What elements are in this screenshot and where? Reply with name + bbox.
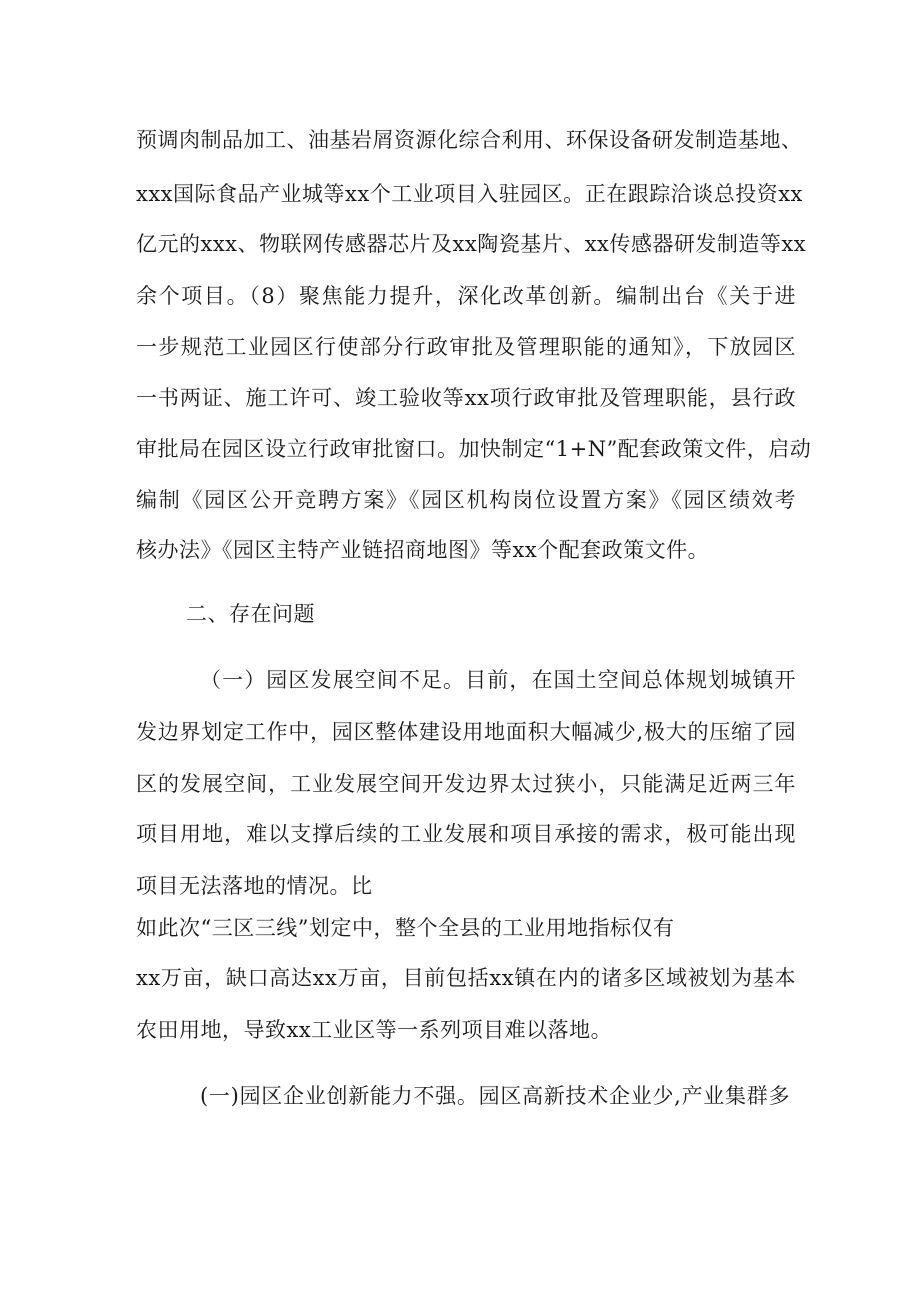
paragraph-line: 项目无法落地的情况。比: [136, 874, 373, 898]
paragraph-line: 如此次“三区三线”划定中，整个全县的工业用地指标仅有: [136, 916, 675, 940]
paragraph-line: 一书两证、施工许可、竣工验收等xx项行政审批及管理职能，县行政: [136, 386, 796, 410]
paragraph-line: (一)园区企业创新能力不强。园区高新技术企业少,产业集群多: [200, 1084, 790, 1108]
paragraph-line: 区的发展空间，工业发展空间开发边界太过狭小，只能满足近两三年: [136, 772, 796, 796]
paragraph-line: 核办法》《园区主特产业链招商地图》等xx个配套政策文件。: [136, 538, 710, 562]
paragraph-line: 审批局在园区设立行政审批窗口。加快制定“1+N”配套政策文件，启动: [136, 437, 812, 461]
section-heading: 二、存在问题: [186, 602, 315, 626]
paragraph-line: 余个项目。（8）聚焦能力提升，深化改革创新。编制出台《关于进: [136, 284, 796, 308]
paragraph-line: （一）园区发展空间不足。目前，在国土空间总体规划城镇开: [200, 668, 796, 692]
paragraph-line: 项目用地，难以支撑后续的工业发展和项目承接的需求，极可能出现: [136, 822, 796, 846]
paragraph-line: xxx国际食品产业城等xx个工业项目入驻园区。正在跟踪洽谈总投资xx: [136, 182, 803, 206]
paragraph-line: 亿元的xxx、物联网传感器芯片及xx陶瓷基片、xx传感器研发制造等xx: [136, 232, 807, 256]
paragraph-line: 预调肉制品加工、油基岩屑资源化综合利用、环保设备研发制造基地、: [136, 128, 803, 152]
paragraph-line: xx万亩，缺口高达xx万亩，目前包括xx镇在内的诸多区域被划为基本: [136, 966, 796, 990]
paragraph-line: 农田用地，导致xx工业区等一系列项目难以落地。: [136, 1018, 613, 1042]
paragraph-line: 一步规范工业园区行使部分行政审批及管理职能的通知》，下放园区: [136, 335, 796, 359]
paragraph-line: 发边界划定工作中，园区整体建设用地面积大幅减少,极大的压缩了园: [136, 720, 796, 744]
paragraph-line: 编制《园区公开竞聘方案》《园区机构岗位设置方案》《园区绩效考: [136, 488, 796, 512]
